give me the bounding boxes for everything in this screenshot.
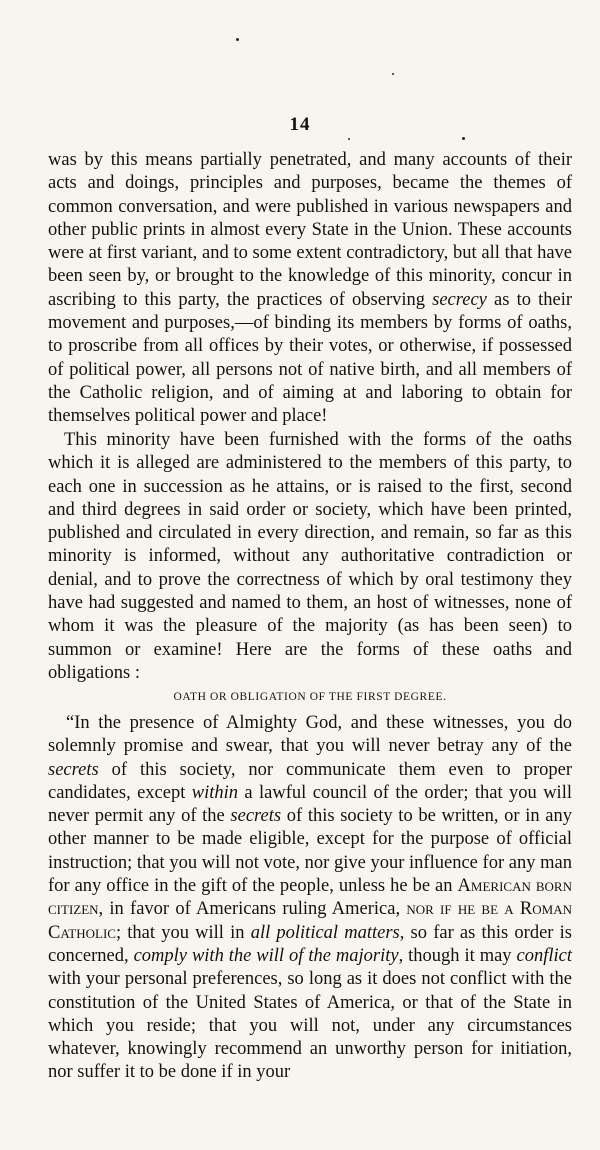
ink-speck: [462, 137, 465, 140]
oath-small-caps: nor if he be a Roman Catholic: [48, 899, 572, 943]
oath-emphasis: within: [191, 782, 239, 803]
oath-segment: of this society, nor communicate them even to proper candidates, except: [48, 759, 572, 803]
oath-emphasis: comply with the will of the majority: [133, 945, 399, 966]
paragraph-text: as to their movement and purposes,—of binding its members by forms of oaths, to proscribe from all offices by their votes, or otherwise, if possessed of political power, all persons not of native birth, and all members of the Catholic religion, and of aiming at and laboring to obtain for themselves political power and place!: [48, 289, 573, 427]
emphasis-text: secrecy: [432, 289, 487, 310]
oath-emphasis: secrets: [48, 759, 99, 780]
oath-segment: , so far as this order is concerned,: [48, 922, 572, 966]
oath-segment: , though it may: [398, 945, 517, 966]
paragraph-continuation: [48, 149, 572, 429]
oath-emphasis: all political matters: [250, 922, 400, 943]
oath-segment: “In the presence of Almighty God, and these witnesses, you do solemnly promise and swear, that you will never betray any of the: [48, 713, 572, 757]
oath-small-caps: American born citizen: [48, 876, 572, 920]
ink-speck: [236, 38, 239, 41]
oath-segment: of this society to be written, or in any other manner to be made eligible, except for the purpose of official instruction; that you will not vote, nor give your influence for any man for any office in the gift of the people, unless he be an: [48, 806, 572, 897]
oath-segment: a lawful council of the order; that you will never permit any of the: [48, 782, 572, 827]
paragraph-text: was by this means partially penetrated, and many accounts of their acts and doings, principles and purposes, became the themes of common conversation, and were published in various newspapers and other public prints in almost every State in the Union. These accounts were at first variant, and to some extent contradictory, but all that have been seen by, or brought to the knowledge of this minority, concur in ascribing to this party, the practices of observing: [48, 150, 572, 310]
oath-emphasis: secrets: [230, 806, 282, 827]
paragraph-minority: This minority have been furnished with the forms of the oaths which it is alleged are administered to the members of this party, to each one in succession as he attains, or is raised to the first, second and third degrees in said order or society, which have been printed, published and circulated in every direction, and remain, so far as this minority is informed, without any authoritative contradiction or denial, and to prove the correctness of which by oral testimony they have had suggested and named to them, an host of witnesses, none of whom it was the pleasure of the majority (as has been seen) to summon or examine! Here are the forms of these oaths and obligations :: [48, 430, 572, 683]
oath-emphasis: conflict: [516, 945, 572, 966]
section-heading: OATH OR OBLIGATION OF THE FIRST DEGREE.: [173, 691, 447, 703]
oath-segment: , in favor of Americans ruling America,: [98, 899, 407, 920]
page-number: 14: [289, 114, 311, 135]
oath-segment: with your personal preferences, so long as it does not conflict with the constitution of the United States of America, or that of the State in which you reside; that you will not, under any circumstances whatever, knowingly recommend an unworthy person for initiation, nor suffer it to be done if in your: [48, 969, 572, 1083]
ink-speck: [392, 73, 394, 75]
oath-text: [48, 712, 572, 1085]
ink-speck: [348, 138, 350, 140]
oath-segment: ; that you will in: [115, 922, 251, 943]
